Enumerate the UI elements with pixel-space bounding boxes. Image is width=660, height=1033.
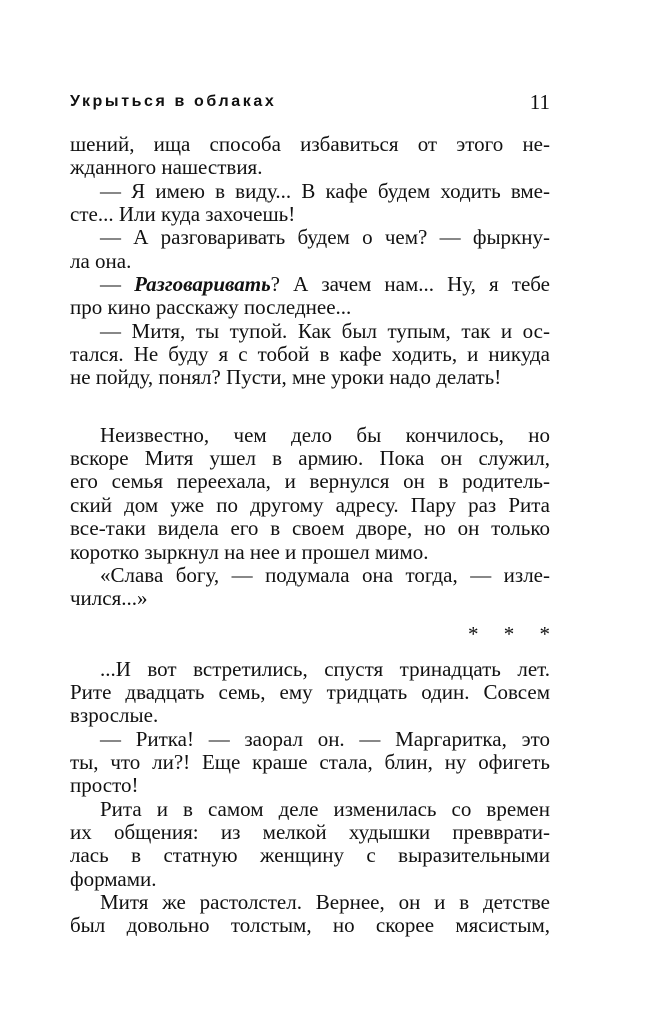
dialogue-dash: — <box>100 272 135 297</box>
text-line: Рите двадцать семь, ему тридцать один. Совсем <box>70 679 550 704</box>
text-line: ...И вот встретились, спустя тринадцать лет. <box>100 656 550 681</box>
section-gap <box>70 646 550 658</box>
text-line: коротко зыркнул на нее и прошел мимо. <box>70 539 429 564</box>
text-line: — Митя, ты тупой. Как был тупым, так и ос- <box>100 318 550 343</box>
book-page <box>70 0 560 1033</box>
italic-word: Разговаривать <box>134 272 271 297</box>
text-line: — Ритка! — заорал он. — Маргаритка, это <box>100 726 550 751</box>
text-line: Рита и в самом деле изменилась со времен <box>100 796 550 821</box>
running-head <box>70 90 550 119</box>
text-line: ла она. <box>70 248 132 273</box>
text-line: ты, что ли?! Еще краше стала, блин, ну офигеть <box>70 749 550 774</box>
text-line: все-таки видела его в своем дворе, но он только <box>70 516 550 541</box>
text-line: не пойду, понял? Пусти, мне уроки надо делать! <box>70 365 502 390</box>
section-gap <box>70 412 550 424</box>
text-line: чился...» <box>70 586 148 611</box>
text-line: лась в статную женщину с выразительными <box>70 843 550 868</box>
running-title: Укрыться в облаках <box>70 93 277 110</box>
text-line: Неизвестно, чем дело бы кончилось, но <box>100 422 550 447</box>
section-gap <box>70 611 550 623</box>
text-line: «Слава богу, — подумала она тогда, — изле- <box>100 562 550 587</box>
body-text <box>70 132 560 938</box>
text-line: ский дом уже по другому адресу. Пару раз Рита <box>70 492 550 517</box>
text-line: формами. <box>70 866 157 891</box>
text-line: был довольно толстым, но скорее мясистым, <box>70 913 550 938</box>
text-line: — А разговаривать будем о чем? — фыркну- <box>100 225 550 250</box>
page-number: 11 <box>529 90 550 114</box>
text-line: сте... Или куда захочешь! <box>70 202 296 227</box>
text-line: Митя же растолстел. Вернее, он и в детстве <box>100 889 550 914</box>
text-fragment: ? А зачем нам... Ну, я тебе <box>270 272 551 297</box>
text-line <box>70 273 550 296</box>
text-line: шений, ища способа избавиться от этого не- <box>70 132 550 156</box>
text-line: тался. Не буду я с тобой в кафе ходить, и никуда <box>70 342 550 367</box>
text-line: взрослые. <box>70 703 159 728</box>
text-line: его семья переехала, и вернулся он в родитель- <box>70 469 550 494</box>
text-line: вскоре Митя ушел в армию. Пока он служил, <box>70 446 550 471</box>
section-break-stars: * * * <box>468 621 560 646</box>
text-line: жданного нашествия. <box>70 155 263 180</box>
section-gap <box>70 390 550 412</box>
text-line: — Я имею в виду... В кафе будем ходить вме- <box>100 178 550 203</box>
text-line: их общения: из мелкой худышки превврати- <box>70 819 550 844</box>
text-line: просто! <box>70 773 139 798</box>
text-line: про кино расскажу последнее... <box>70 295 352 320</box>
